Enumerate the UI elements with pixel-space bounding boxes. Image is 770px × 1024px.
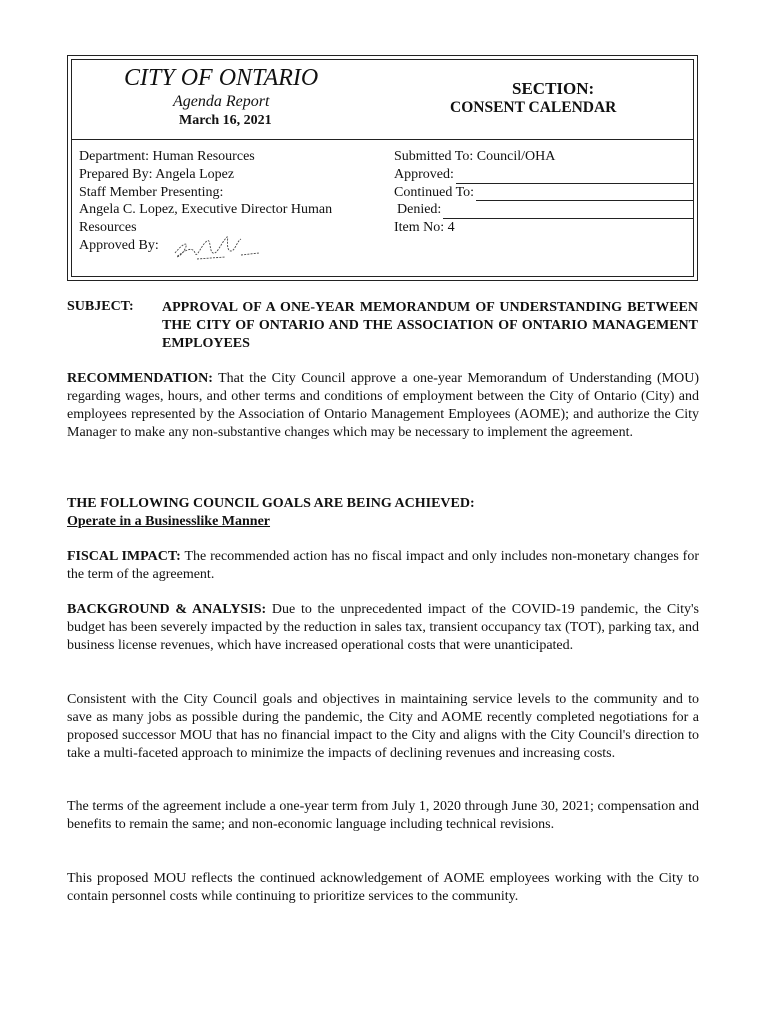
continued-to-label: Continued To: [394,184,475,200]
item-no-row [394,219,694,237]
recommendation-paragraph [67,370,699,442]
recommendation-label: RECOMMENDATION: [67,371,213,386]
right-info-block [394,148,694,237]
approved-by-row [79,237,369,255]
background-label: BACKGROUND & ANALYSIS: [67,602,267,617]
continued-to-line [476,187,694,201]
fiscal-impact-paragraph [67,548,699,584]
continued-to-row [394,184,694,202]
header-inner-border [71,59,694,277]
background-text: Due to the unprecedented impact of the COVID-19 pandemic, the City's budget has been severely impacted by the reduction in sales tax, transient occupancy tax (TOT), parking tax, and business license revenues, which have increased operational costs that were unanticipated. [67,602,699,653]
report-type: Agenda Report [173,93,270,110]
approved-row [394,166,694,184]
city-title: CITY OF ONTARIO [124,65,319,91]
consistent-paragraph: Consistent with the City Council goals and objectives in maintaining service levels to the community and to save as many jobs as possible during the pandemic, the City and AOME recently completed negotiations for a proposed successor MOU that has no financial impact to the City and aligns with the City Council's direction to take a multi-faceted approach to minimize the impacts of declining revenues and increasing costs. [67,692,699,761]
prepared-by-line: Prepared By: Angela Lopez [79,166,235,182]
signature-icon [171,229,263,263]
department-line: Department: Human Resources [79,149,255,164]
denied-label: Denied: [397,202,442,218]
mou-paragraph: This proposed MOU reflects the continued acknowledgement of AOME employees working with the City to contain personnel costs while continuing to prioritize services to the community. [67,871,699,904]
subject-label: SUBJECT: [67,299,134,314]
background-paragraph [67,601,699,655]
staff-presenting-line-1: Angela C. Lopez, Executive Director Human [79,202,333,218]
denied-line [443,205,694,219]
approved-label: Approved: [394,166,454,182]
staff-presenting-line-2: Resources [79,220,137,236]
council-goals-heading: THE FOLLOWING COUNCIL GOALS ARE BEING ACHIEVED: [67,496,475,511]
fiscal-impact-text: The recommended action has no fiscal impact and only includes non-monetary changes for the term of the agreement. [67,549,699,582]
council-goals-block [67,495,699,531]
staff-presenting-label: Staff Member Presenting: [79,184,224,200]
header-divider [72,139,693,140]
section-label: SECTION: [512,79,595,98]
submitted-to-label: Submitted To: Council/OHA [394,149,556,164]
subject-text: APPROVAL OF A ONE-YEAR MEMORANDUM OF UNDERSTANDING BETWEEN THE CITY OF ONTARIO AND THE ASSOCIATION OF ONTARIO MANAGEMENT EMPLOYEES [162,300,698,351]
left-info-block [79,148,369,255]
submitted-to-row [394,148,694,166]
approved-line [456,170,694,184]
terms-paragraph: The terms of the agreement include a one-year term from July 1, 2020 through June 30, 2021; compensation and benefits to remain the same; and non-economic language including technical revisions. [67,799,699,832]
council-goal-item: Operate in a Businesslike Manner [67,514,271,529]
recommendation-text: That the City Council approve a one-year Memorandum of Understanding (MOU) regarding wages, hours, and other terms and conditions of employment between the City of Ontario (City) and employees represented by the Association of Ontario Management Employees (AOME); and authorize the City Manager to make any non-substantive changes which may be necessary to implement the agreement. [67,371,699,440]
item-no-label: Item No: 4 [394,220,455,236]
section-value: CONSENT CALENDAR [450,99,617,116]
header-box [67,55,698,281]
approved-by-label: Approved By: [79,237,159,253]
report-date: March 16, 2021 [179,113,272,128]
fiscal-impact-label: FISCAL IMPACT: [67,549,181,564]
denied-row [394,201,694,219]
